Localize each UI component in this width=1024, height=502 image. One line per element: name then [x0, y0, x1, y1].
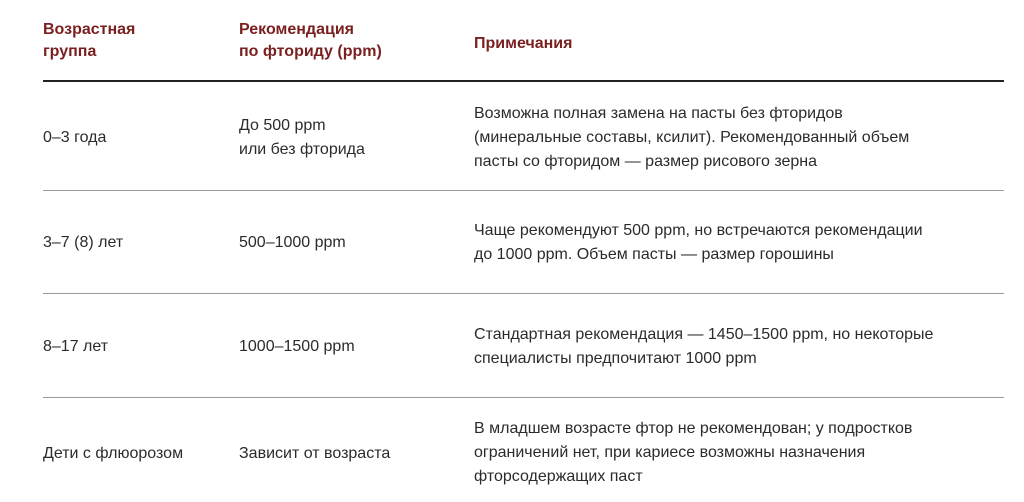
notes-cell	[474, 102, 994, 174]
notes-line: специалисты предпочитают 1000 ppm	[474, 350, 757, 367]
table-row	[43, 82, 1004, 191]
table-row	[43, 294, 1004, 398]
header-rec-line-2: по фториду (ppm)	[239, 43, 382, 60]
recommendation-line: Зависит от возраста	[239, 445, 391, 462]
table-row	[43, 398, 1004, 502]
notes-line: Стандартная рекомендация — 1450–1500 ppm, но некоторые	[474, 326, 934, 343]
notes-line: В младшем возрасте фтор не рекомендован; у подростков	[474, 420, 913, 437]
age-cell	[43, 335, 108, 359]
age-cell	[43, 442, 183, 466]
age-cell	[43, 231, 123, 255]
notes-cell	[474, 219, 994, 267]
notes-cell	[474, 323, 994, 371]
recommendation-line: 1000–1500 ppm	[239, 338, 355, 355]
notes-line: ограничений нет, при кариесе возможны назначения	[474, 444, 866, 461]
header-recommendation	[239, 19, 382, 63]
recommendation-cell	[239, 231, 346, 255]
header-notes-line: Примечания	[474, 35, 573, 52]
notes-line: пасты со фторидом — размер рисового зерна	[474, 153, 818, 170]
header-notes	[474, 33, 572, 55]
age-cell	[43, 126, 106, 150]
table-header	[43, 0, 1004, 82]
header-age-group	[43, 19, 135, 63]
recommendation-line: или без фторида	[239, 141, 365, 158]
age-text: 8–17 лет	[43, 338, 109, 355]
recommendation-line: До 500 ppm	[239, 117, 326, 134]
header-age-line-1: Возрастная	[43, 21, 136, 38]
age-text: 3–7 (8) лет	[43, 234, 124, 251]
fluoride-recommendation-table	[43, 0, 1004, 502]
recommendation-cell	[239, 442, 390, 466]
recommendation-line: 500–1000 ppm	[239, 234, 346, 251]
notes-line: Чаще рекомендуют 500 ppm, но встречаются рекомендации	[474, 222, 923, 239]
recommendation-cell	[239, 114, 365, 162]
header-age-line-2: группа	[43, 43, 97, 60]
recommendation-cell	[239, 335, 355, 359]
notes-line: до 1000 ppm. Объем пасты — размер горошины	[474, 246, 834, 263]
notes-line: Возможна полная замена на пасты без фторидов	[474, 105, 843, 122]
notes-cell	[474, 417, 994, 489]
notes-line: (минеральные составы, ксилит). Рекомендованный объем	[474, 129, 910, 146]
table-row	[43, 191, 1004, 294]
notes-line: фторсодержащих паст	[474, 468, 643, 485]
header-rec-line-1: Рекомендация	[239, 21, 354, 38]
age-text: 0–3 года	[43, 129, 107, 146]
age-text: Дети с флюорозом	[43, 445, 184, 462]
